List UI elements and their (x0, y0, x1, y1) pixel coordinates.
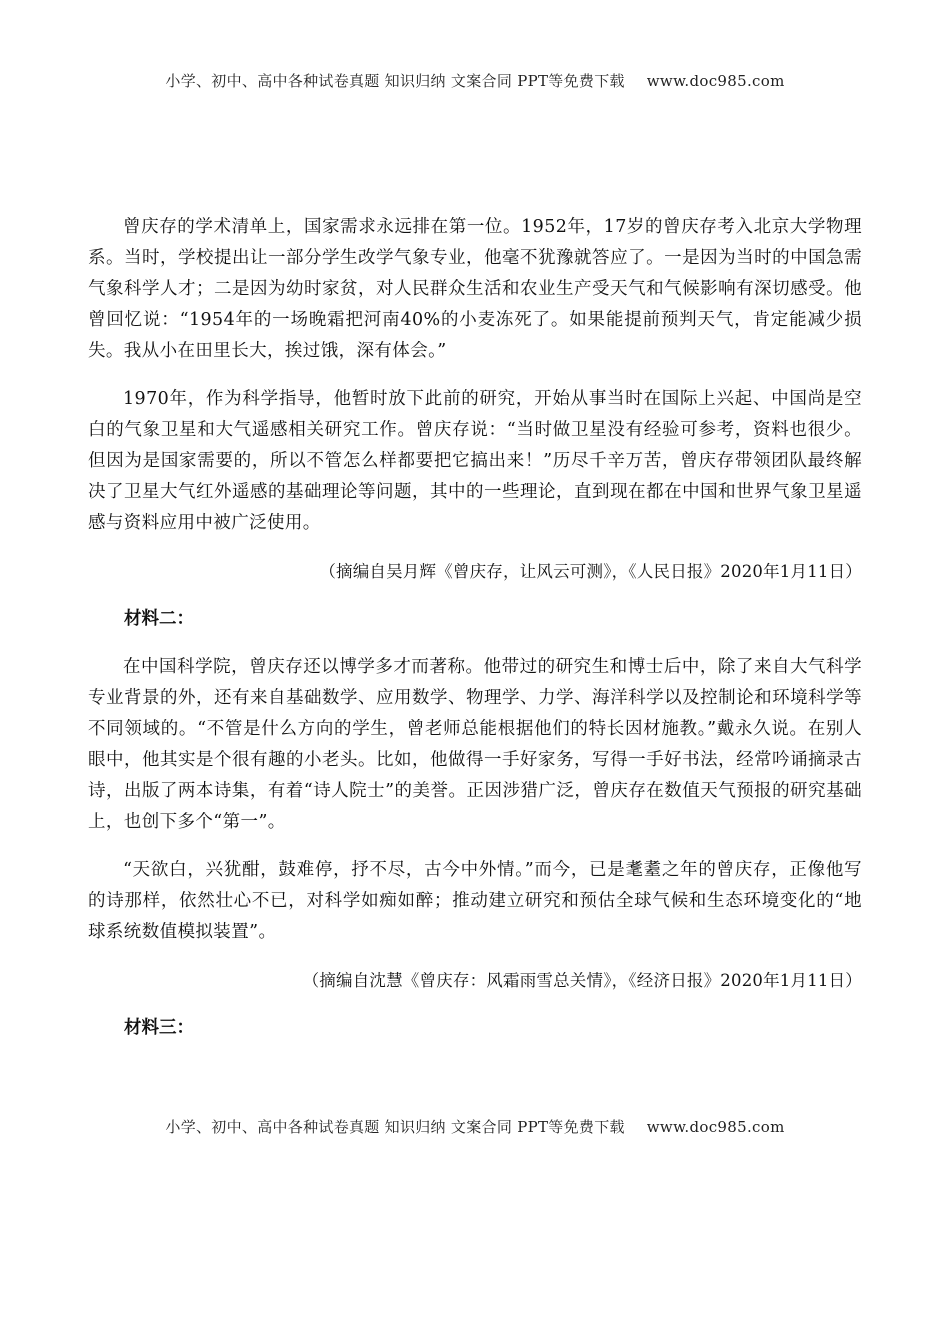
footer-text: 小学、初中、高中各种试卷真题 知识归纳 文案合同 PPT等免费下载 (165, 1118, 625, 1136)
material-two-paragraph-2: “天欲白，兴犹酣，鼓难停，抒不尽，古今中外情。”而今，已是耄耋之年的曾庆存，正像他写的诗那样，依然壮心不已，对科学如痴如醉；推动建立研究和预估全球气候和生态环境变化的“地球系统数值模拟装置”。 (88, 860, 862, 942)
material-one-paragraph-1: 曾庆存的学术清单上，国家需求永远排在第一位。1952年，17岁的曾庆存考入北京大学物理系。当时，学校提出让一部分学生改学气象专业，他毫不犹豫就答应了。一是因为当时的中国急需气象科学人才；二是因为幼时家贫，对人民群众生活和农业生产受天气和气候影响有深切感受。他曾回忆说：“1954年的一场晚霜把河南40%的小麦冻死了。如果能提前预判天气，肯定能减少损失。我从小在田里长大，挨过饿，深有体会。” (88, 217, 862, 361)
material-two-source: （摘编自沈慧《曾庆存：风霜雨雪总关情》，《经济日报》2020年1月11日） (302, 971, 862, 990)
page-footer (0, 1116, 950, 1137)
header-url[interactable]: www.doc985.com (646, 72, 785, 90)
page-header (0, 70, 950, 91)
material-two-heading: 材料二： (124, 609, 194, 629)
material-one-paragraph-2: 1970年，作为科学指导，他暂时放下此前的研究，开始从事当时在国际上兴起、中国尚是空白的气象卫星和大气遥感相关研究工作。曾庆存说：“当时做卫星没有经验可参考，资料也很少。但因为是国家需要的，所以不管怎么样都要把它搞出来！”历尽千辛万苦，曾庆存带领团队最终解决了卫星大气红外遥感的基础理论等问题，其中的一些理论，直到现在都在中国和世界气象卫星遥感与资料应用中被广泛使用。 (88, 389, 862, 533)
material-one-source: （摘编自吴月辉《曾庆存，让风云可测》，《人民日报》2020年1月11日） (319, 562, 862, 581)
material-three-heading: 材料三： (124, 1018, 194, 1038)
footer-url[interactable]: www.doc985.com (646, 1118, 785, 1136)
material-two-paragraph-1: 在中国科学院，曾庆存还以博学多才而著称。他带过的研究生和博士后中，除了来自大气科学专业背景的外，还有来自基础数学、应用数学、物理学、力学、海洋科学以及控制论和环境科学等不同领域的。“不管是什么方向的学生，曾老师总能根据他们的特长因材施教。”戴永久说。在别人眼中，他其实是个很有趣的小老头。比如，他做得一手好家务，写得一手好书法，经常吟诵摘录古诗，出版了两本诗集，有着“诗人院士”的美誉。正因涉猎广泛，曾庆存在数值天气预报的研究基础上，也创下多个“第一”。 (88, 657, 862, 832)
document-body (88, 212, 862, 1061)
header-text: 小学、初中、高中各种试卷真题 知识归纳 文案合同 PPT等免费下载 (165, 72, 625, 90)
